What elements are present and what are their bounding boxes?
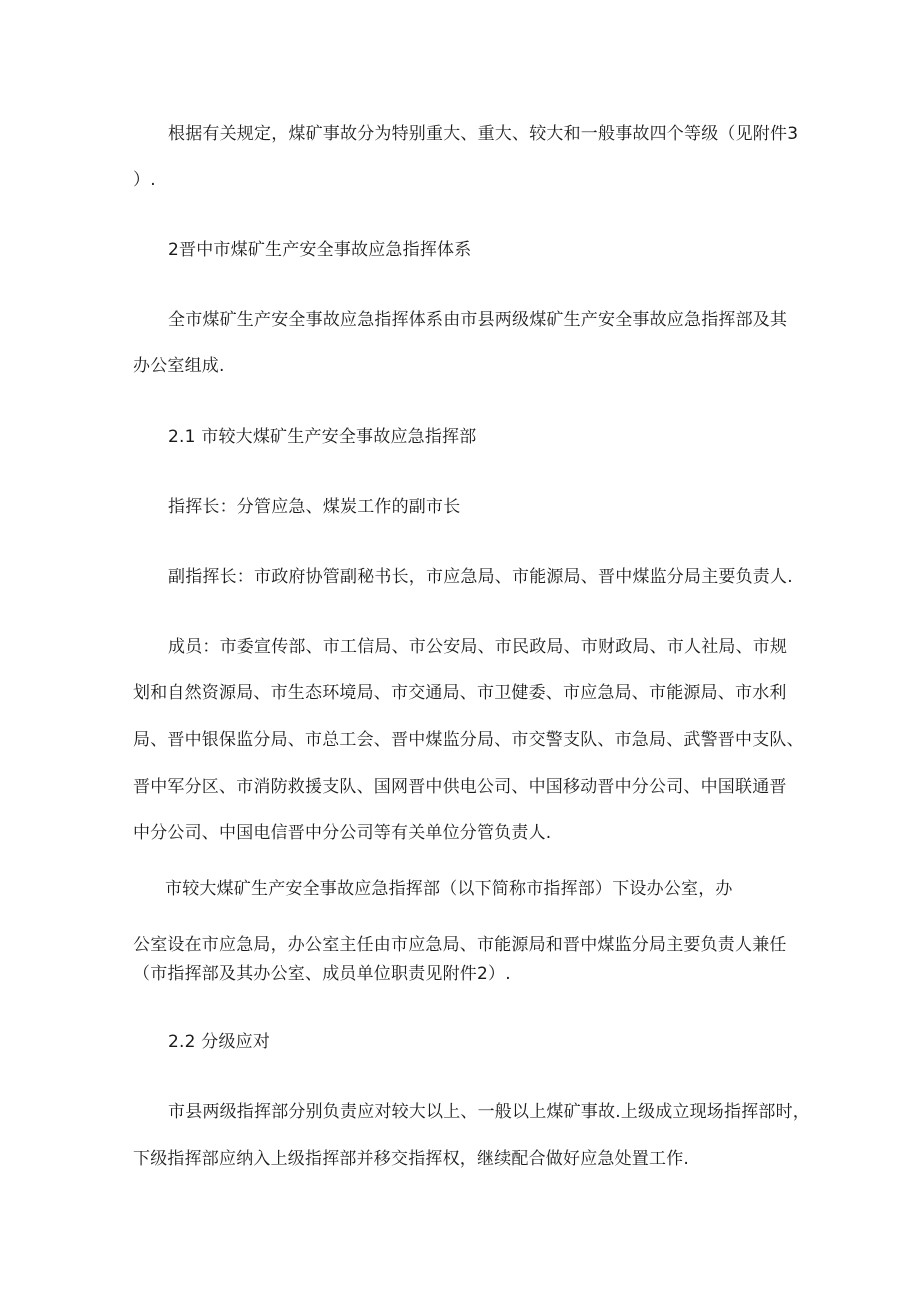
paragraph-line: 中分公司、中国电信晋中分公司等有关单位分管负责人. bbox=[133, 823, 552, 843]
paragraph-line: 成员：市委宣传部、市工信局、市公安局、市民政局、市财政局、市人社局、市规 bbox=[168, 637, 788, 657]
paragraph-line: ）. bbox=[133, 170, 156, 190]
paragraph-line: （市指挥部及其办公室、成员单位职责见附件2）. bbox=[133, 964, 511, 984]
subsection-heading: 2.1 市较大煤矿生产安全事故应急指挥部 bbox=[168, 427, 477, 447]
paragraph-line: 根据有关规定，煤矿事故分为特别重大、重大、较大和一般事故四个等级（见附件3 bbox=[168, 124, 799, 144]
paragraph-line: 副指挥长：市政府协管副秘书长，市应急局、市能源局、晋中煤监分局主要负责人. bbox=[168, 567, 793, 587]
paragraph-line: 局、晋中银保监分局、市总工会、晋中煤监分局、市交警支队、市急局、武警晋中支队、 bbox=[133, 730, 804, 750]
section-heading: 2晋中市煤矿生产安全事故应急指挥体系 bbox=[168, 240, 472, 260]
paragraph-line: 指挥长：分管应急、煤炭工作的副市长 bbox=[168, 497, 461, 517]
paragraph-line: 市县两级指挥部分别负责应对较大以上、一般以上煤矿事故.上级成立现场指挥部时， bbox=[168, 1102, 811, 1122]
paragraph-line: 市较大煤矿生产安全事故应急指挥部（以下简称市指挥部）下设办公室，办 bbox=[165, 879, 733, 899]
paragraph-line: 全市煤矿生产安全事故应急指挥体系由市县两级煤矿生产安全事故应急指挥部及其 bbox=[168, 310, 788, 330]
subsection-heading: 2.2 分级应对 bbox=[168, 1032, 271, 1052]
paragraph-line: 划和自然资源局、市生态环境局、市交通局、市卫健委、市应急局、市能源局、市水利 bbox=[133, 683, 787, 703]
paragraph-line: 下级指挥部应纳入上级指挥部并移交指挥权，继续配合做好应急处置工作. bbox=[133, 1149, 690, 1169]
paragraph-line: 晋中军分区、市消防救援支队、国网晋中供电公司、中国移动晋中分公司、中国联通晋 bbox=[133, 777, 787, 797]
paragraph-line: 办公室组成. bbox=[133, 356, 225, 376]
paragraph-line: 公室设在市应急局，办公室主任由市应急局、市能源局和晋中煤监分局主要负责人兼任 bbox=[133, 935, 787, 955]
